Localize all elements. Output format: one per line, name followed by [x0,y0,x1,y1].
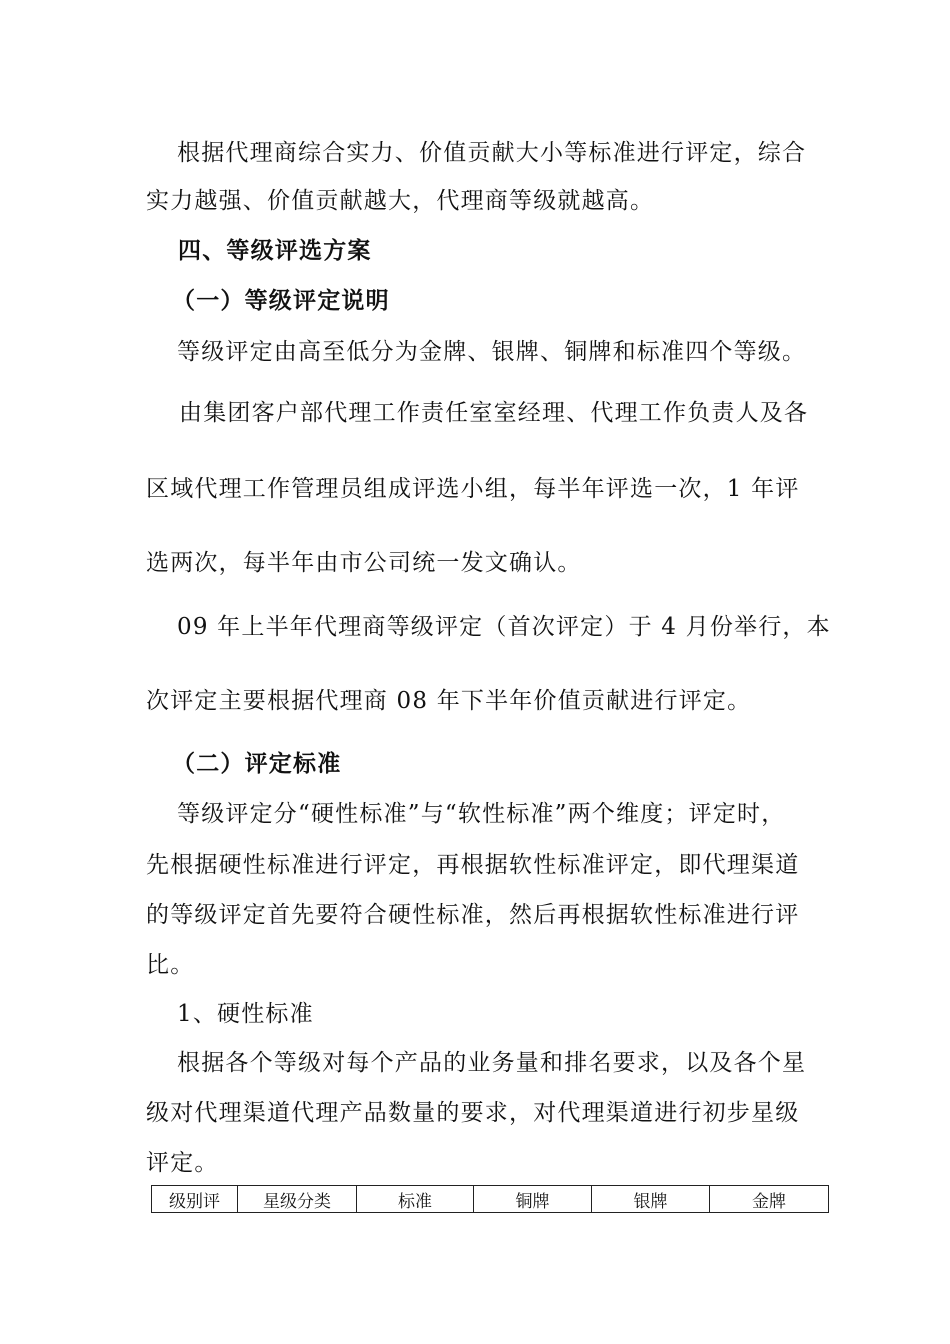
paragraph-line: 根据代理商综合实力、价值贡献大小等标准进行评定，综合 [177,140,807,166]
table-header-cell: 星级分类 [238,1186,357,1213]
paragraph-line: 次评定主要根据代理商 08 年下半年价值贡献进行评定。 [146,688,752,714]
table-header-row [152,1186,829,1213]
paragraph-line: 由集团客户部代理工作责任室室经理、代理工作负责人及各 [179,400,809,426]
paragraph-line: 09 年上半年代理商等级评定（首次评定）于 4 月份举行，本 [177,614,831,640]
list-heading: 1、硬性标准 [177,1001,314,1027]
subsection-heading: （二）评定标准 [172,750,342,777]
paragraph-line: 先根据硬性标准进行评定，再根据软性标准评定，即代理渠道 [146,852,800,878]
paragraph-line: 的等级评定首先要符合硬性标准，然后再根据软性标准进行评 [146,902,800,928]
paragraph-line: 级对代理渠道代理产品数量的要求，对代理渠道进行初步星级 [146,1100,800,1126]
paragraph-line: 等级评定分“硬性标准”与“软性标准”两个维度；评定时， [177,801,786,827]
paragraph-line: 评定。 [146,1150,219,1176]
paragraph-line: 实力越强、价值贡献越大，代理商等级就越高。 [146,188,655,214]
table-header-cell: 铜牌 [474,1186,592,1213]
section-heading: 四、等级评选方案 [178,237,372,264]
paragraph-line: 根据各个等级对每个产品的业务量和排名要求，以及各个星 [177,1050,807,1076]
paragraph-line: 选两次，每半年由市公司统一发文确认。 [146,550,582,576]
paragraph-line: 区域代理工作管理员组成评选小组，每半年评选一次，1 年评 [146,476,800,502]
paragraph-line: 等级评定由高至低分为金牌、银牌、铜牌和标准四个等级。 [177,339,807,365]
subsection-heading: （一）等级评定说明 [172,287,390,314]
paragraph-line: 比。 [146,952,195,978]
table-header-cell: 标准 [357,1186,474,1213]
table-header-cell: 级别评 [152,1186,238,1213]
grade-table [151,1185,829,1213]
table-header-cell: 银牌 [592,1186,710,1213]
table-header-cell: 金牌 [710,1186,829,1213]
